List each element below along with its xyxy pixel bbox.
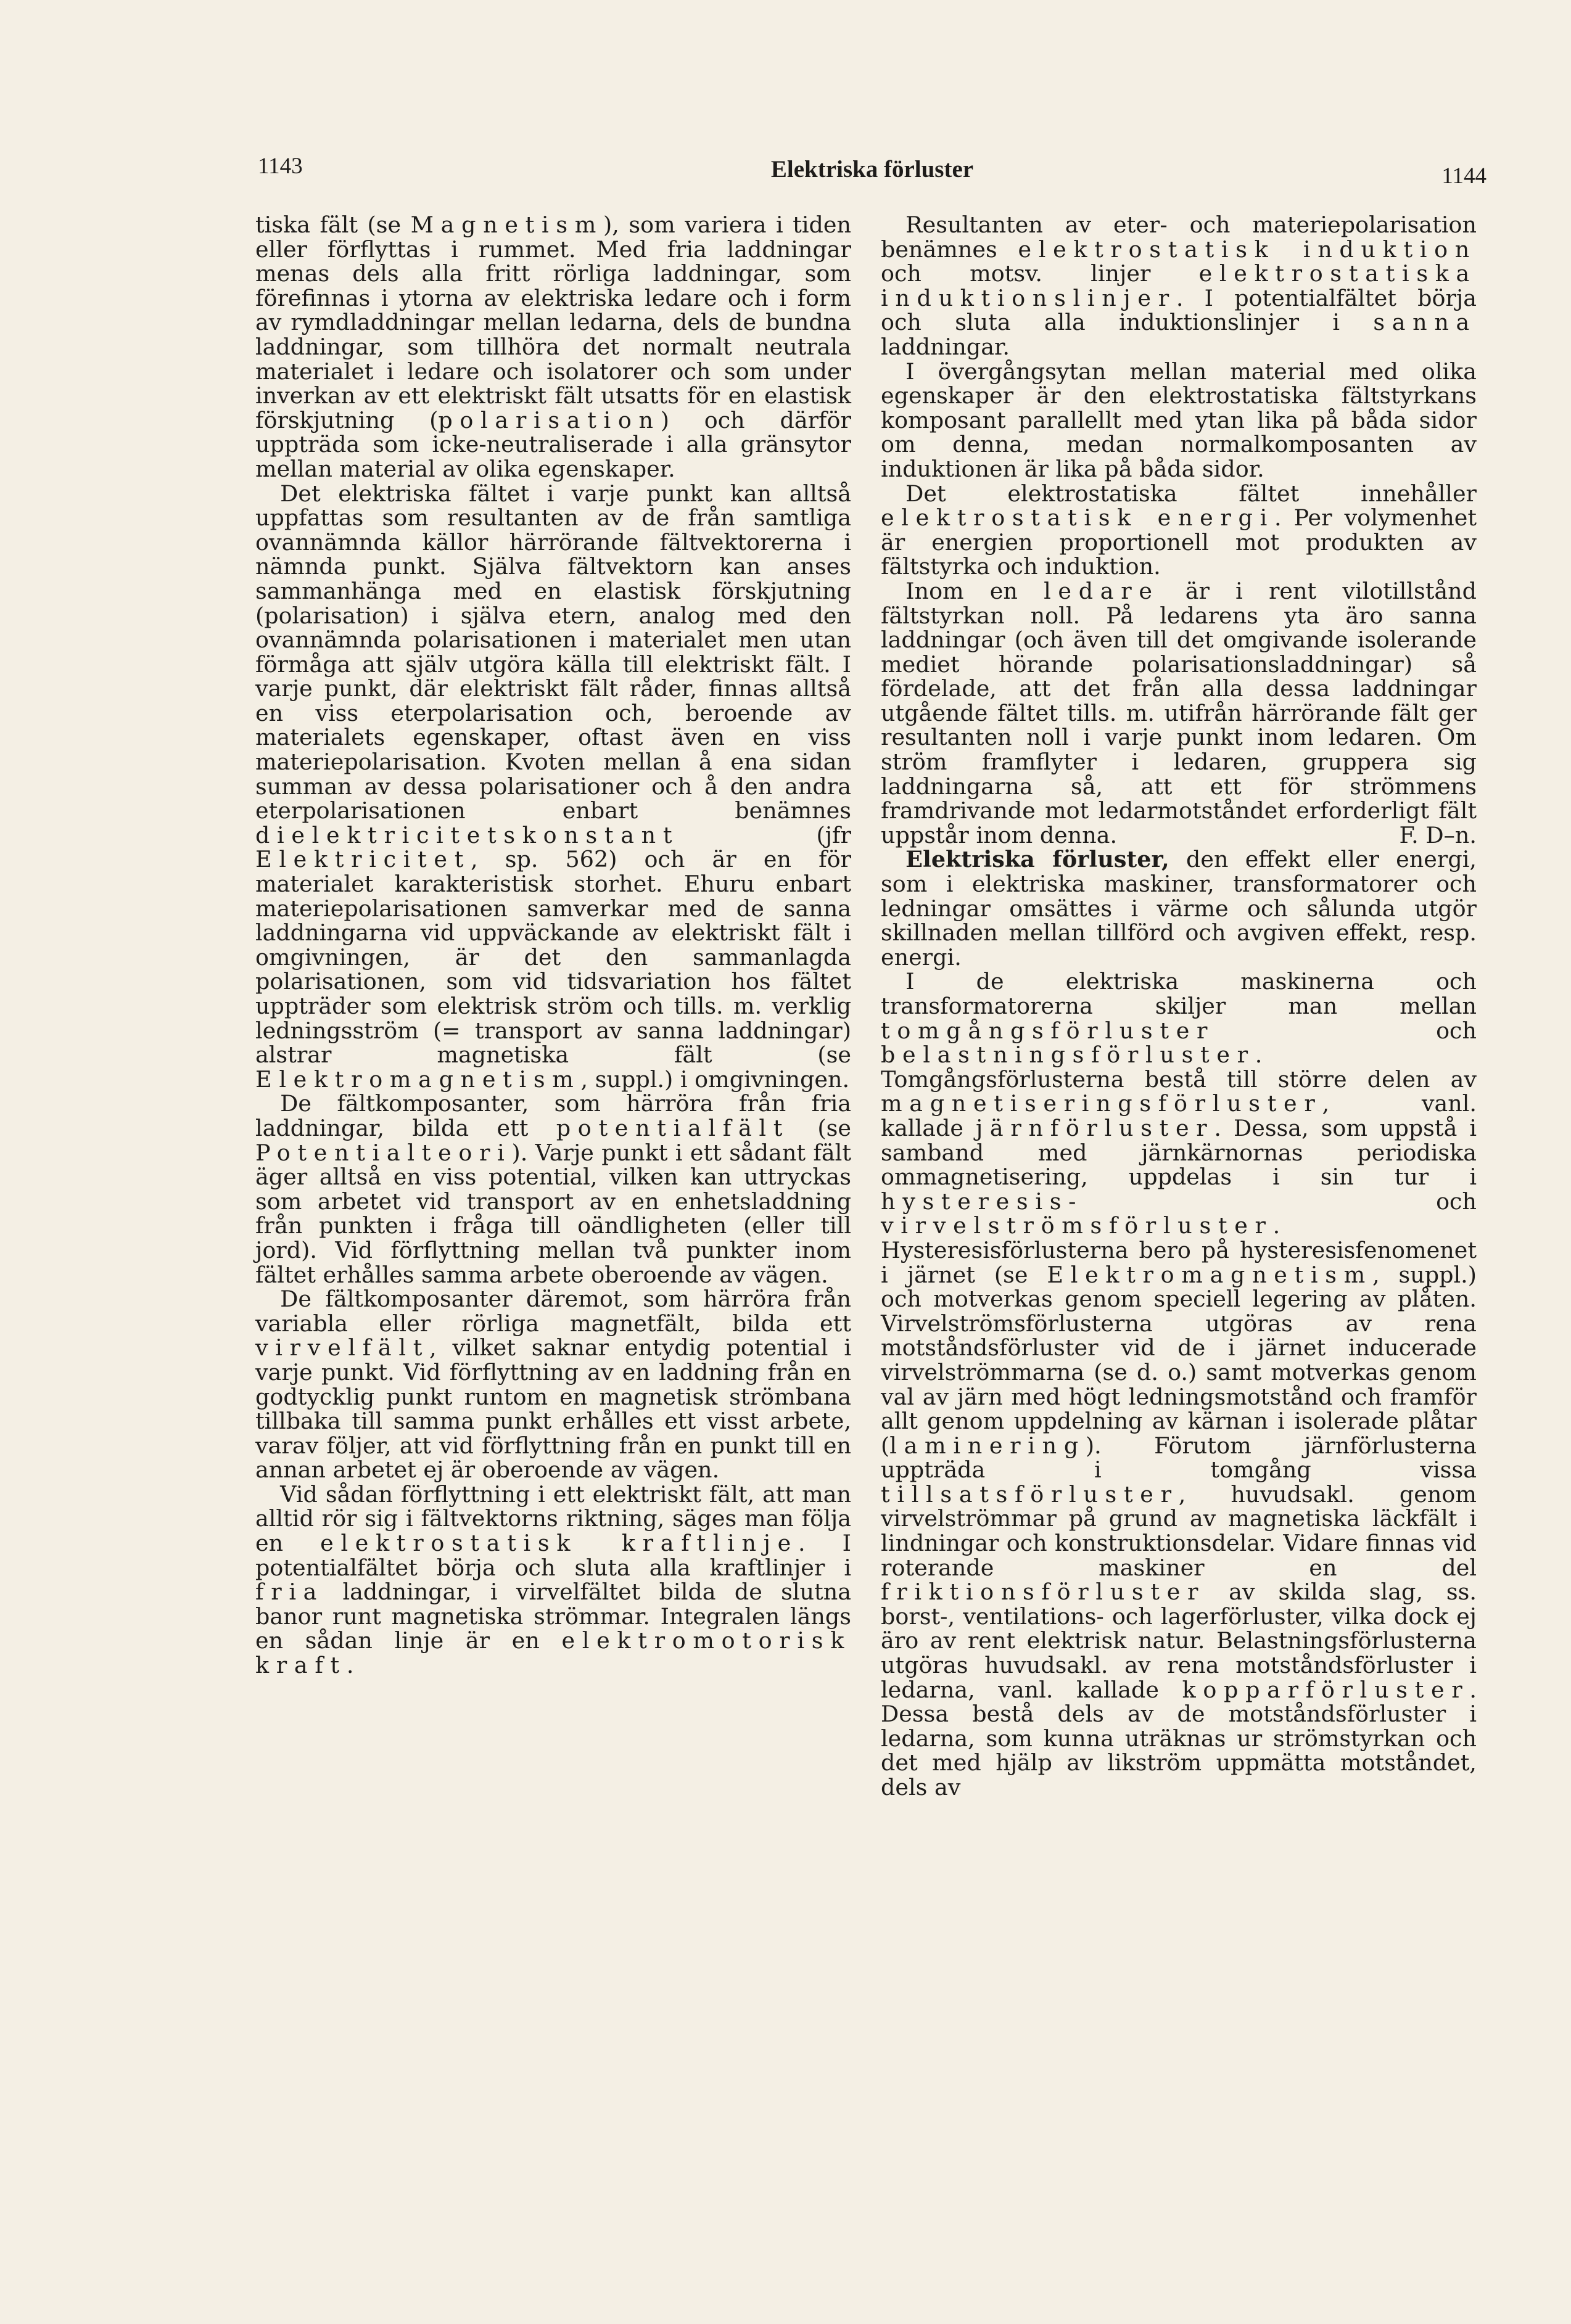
- cross-reference: Magnetism: [410, 211, 604, 238]
- spaced-term: magnetiseringsförluster: [881, 1090, 1322, 1117]
- right-paragraph-3: [881, 482, 1477, 579]
- running-title: Elektriska förluster: [770, 156, 974, 183]
- left-paragraph-1: [255, 213, 851, 482]
- cross-reference: Elektromagnetism: [255, 1066, 581, 1093]
- left-paragraph-4: [255, 1287, 851, 1482]
- text: . Per volymenhet är energien proportionell mot produkten av fältstyrka och induktion.: [881, 504, 1477, 580]
- text: , vanl. kallade: [881, 1090, 1477, 1141]
- cross-reference: Elektromagnetism: [1047, 1261, 1372, 1288]
- right-column: [881, 213, 1477, 1800]
- spaced-term: friktionsförluster: [881, 1579, 1206, 1606]
- text: I övergångsytan mellan material med olika egenskaper är den elektrostatiska fältstyrkans komposant parallellt med ytan lika på båda sidor om denna, medan normalkomposanten av induktionen är lika på båda sidor.: [881, 358, 1477, 482]
- spaced-term: elektromotorisk kraft: [255, 1627, 851, 1679]
- spaced-term: sanna: [1373, 309, 1477, 336]
- text: De fältkomposanter, som härröra från fria laddningar, bilda ett: [255, 1090, 851, 1141]
- page-number-right: 1144: [1441, 163, 1486, 189]
- text: den effekt eller energi, som i elektriska maskiner, transformatorer och ledningar omsättes i värme och sålunda utgör skillnaden mellan tillförd och avgiven effekt, resp. energi.: [881, 846, 1477, 971]
- spaced-term: belastningsförluster: [881, 1041, 1255, 1069]
- text: laddningar, i virvelfältet bilda de slutna banor runt magnetiska strömmar. Integralen längs en sådan linje är en: [255, 1579, 851, 1654]
- text: Vid sådan förflyttning i ett elektriskt fält, att man alltid rör sig i fältvektorns riktning, säges man följa en: [255, 1480, 851, 1557]
- spaced-term: tillsatsförluster: [881, 1480, 1179, 1508]
- text: av skilda slag, ss. borst-, ventilations- och lagerförluster, vilka dock ej äro av rent elektrisk natur. Belastningsförlusterna utgöras huvudsakl. av rena motståndsförluster i ledarna, vanl. kallade: [881, 1579, 1477, 1703]
- spaced-term: virvelströmsförluster: [881, 1212, 1273, 1239]
- spaced-term: potentialfält: [556, 1114, 790, 1141]
- spaced-term: elektrostatiska induktionslinjer: [881, 260, 1477, 311]
- text: . I potentialfältet börja och sluta alla induktionslinjer i: [881, 284, 1477, 336]
- text: . Hysteresisförlusterna bero på hysteresisfenomenet i järnet (se: [881, 1212, 1477, 1288]
- spaced-term: virvelfält: [255, 1334, 430, 1361]
- left-column: [255, 213, 851, 1678]
- spaced-term: järnförluster: [975, 1114, 1214, 1141]
- text: är i rent vilotillstånd fältstyrkan noll. På ledarens yta äro sanna laddningar (och även till det omgivande isolerande mediet hörande polarisationsladdningar) så fördelade, att det från alla dessa laddningar utgående fältet tills. m. utifrån härrörande fält ger resultanten noll i varje punkt inom ledaren. Om ström framflyter i ledaren, gruppera sig laddningarna så, att ett för strömmens framdrivande mot ledarmotståndet erforderligt fält uppstår inom denna.: [881, 577, 1477, 848]
- cross-reference: Elektricitet: [255, 846, 471, 873]
- text: . Dessa bestå dels av de motståndsförluster i ledarna, som kunna uträknas ur strömstyrkan och det med hjälp av likström uppmätta motståndet, dels av: [881, 1676, 1477, 1800]
- text: och: [1214, 1017, 1477, 1044]
- spaced-term: fria: [255, 1579, 324, 1606]
- text: ) och därför uppträda som icke-neutraliserade i alla gränsytor mellan material av olika egenskaper.: [255, 406, 851, 482]
- left-paragraph-5: [255, 1482, 851, 1678]
- text: . I potentialfältet börja och sluta alla kraftlinjer i: [255, 1530, 852, 1581]
- right-paragraph-2: [881, 359, 1477, 482]
- spaced-term: elektrostatisk kraftlinje: [320, 1530, 798, 1557]
- text: (se: [790, 1114, 851, 1141]
- spaced-term: elektrostatisk energi: [881, 504, 1274, 532]
- right-paragraph-4: [881, 579, 1477, 848]
- right-paragraph-6: [881, 969, 1477, 1799]
- spaced-term: dielektricitetskonstant: [255, 821, 680, 848]
- spaced-term: hysteresis-: [881, 1188, 1084, 1215]
- text: och: [1083, 1188, 1477, 1215]
- right-paragraph-5: [881, 847, 1477, 969]
- cross-reference: Potentialteori: [255, 1139, 512, 1166]
- text: I de elektriska maskinerna och transformatorerna skiljer man mellan: [881, 968, 1477, 1019]
- text: , vilket saknar entydig potential i varje punkt. Vid förflyttning av en laddning från en godtycklig punkt runtom en magnetisk strömbana tillbaka till samma punkt erhålles ett visst arbete, varav följer, att vid förflyttning från en punkt till en annan arbetet ej är oberoende av vägen.: [255, 1334, 851, 1484]
- spaced-term: elektrostatisk induktion: [1018, 236, 1477, 263]
- spaced-term: kopparförluster: [1182, 1676, 1470, 1703]
- text: , suppl.) i omgivningen.: [580, 1066, 850, 1093]
- text: De fältkomposanter däremot, som härröra från variabla eller rörliga magnetfält, bilda ett: [255, 1286, 851, 1337]
- left-paragraph-2: [255, 482, 851, 1092]
- text: tiska fält (se: [255, 211, 411, 238]
- text: , huvudsakl. genom virvelströmmar på grund av magnetiska läckfält i lindningar och konstruktionsdelar. Vidare finnas vid roterande maskiner en del: [881, 1480, 1477, 1581]
- spaced-term: tomgångsförluster: [881, 1017, 1215, 1044]
- text: laddningar.: [881, 333, 1010, 360]
- spaced-term: laminering: [889, 1432, 1086, 1459]
- right-paragraph-1: [881, 213, 1477, 359]
- spaced-term: polarisation: [438, 406, 661, 433]
- text: . Tomgångsförlusterna bestå till större delen av: [881, 1041, 1477, 1093]
- text: Det elektriska fältet i varje punkt kan alltså uppfattas som resultanten av de från samtliga ovannämnda källor härrörande fältvektorerna i nämnda punkt. Själva fältvektorn kan anses sammanhänga med en elastisk förskjutning (polarisation) i själva etern, analog med den ovannämnda polarisationen i materialet men utan förmåga att själv utgöra källa till elektriskt fält. I varje punkt, där elektriskt fält råder, finnas alltså en viss eterpolarisation och, beroende av materialets egenskaper, oftast även en viss materiepolarisation. Kvoten mellan å ena sidan summan av dessa polarisationer och å den andra eterpolarisationen enbart benämnes: [255, 480, 851, 824]
- text: Inom en: [905, 577, 1044, 604]
- text: ), som variera i tiden eller förflyttas i rummet. Med fria laddningar menas dels alla fritt rörliga laddningar, som förefinnas i ytorna av elektriska ledare och i form av rymdladdningar mellan ledarna, dels de bundna laddningar, som tillhöra det normalt neutrala materialet i ledare och isolatorer och som under inverkan av ett elektriskt fält utsatts för en elastisk förskjutning (: [255, 211, 851, 433]
- text: Resultanten av eter- och materiepolarisation benämnes: [881, 211, 1477, 263]
- left-paragraph-3: [255, 1091, 851, 1287]
- page-number-left: 1143: [258, 154, 303, 179]
- article-lemma: Elektriska förluster,: [905, 846, 1169, 873]
- text: .: [346, 1652, 354, 1679]
- text: och motsv. linjer: [881, 260, 1199, 287]
- text: ). Varje punkt i ett sådant fält äger alltså en viss potential, vilken kan uttryckas som arbetet vid transport av en enhetsladdning från punkten i fråga till oändligheten (eller till jord). Vid förflyttning mellan två punkter inom fältet erhålles samma arbete oberoende av vägen.: [255, 1139, 851, 1288]
- text: ). Förutom järnförlusterna uppträda i tomgång vissa: [881, 1432, 1477, 1484]
- text: , sp. 562) och är en för materialet karakteristisk storhet. Ehuru enbart materiepolarisationen samverkar med de sanna laddningarna vid uppväckande av elektriskt fält i omgivningen, är det den sammanlagda polarisationen, som vid tidsvariation hos fältet uppträder som elektrisk ström och tills. m. verklig ledningsström (= transport av sanna laddningar) alstrar magnetiska fält (se: [255, 846, 851, 1069]
- text: , suppl.) och motverkas genom speciell legering av plåten. Virvelströmsförlusterna utgöras av rena motståndsförluster vid de i järnet inducerade virvelströmmarna (se d. o.) samt motverkas genom val av järn med högt ledningsmotstånd och framför allt genom uppdelning av kärnan i isolerade plåtar (: [881, 1261, 1477, 1459]
- text: Det elektrostatiska fältet innehåller: [905, 480, 1477, 507]
- text: (jfr: [679, 821, 851, 848]
- page-header: [258, 153, 1486, 196]
- text: . Dessa, som uppstå i samband med järnkärnornas periodiska ommagnetisering, uppdelas i sin tur i: [881, 1114, 1477, 1191]
- spaced-term: ledare: [1044, 577, 1160, 604]
- author-signature: F. D–n.: [1399, 821, 1477, 848]
